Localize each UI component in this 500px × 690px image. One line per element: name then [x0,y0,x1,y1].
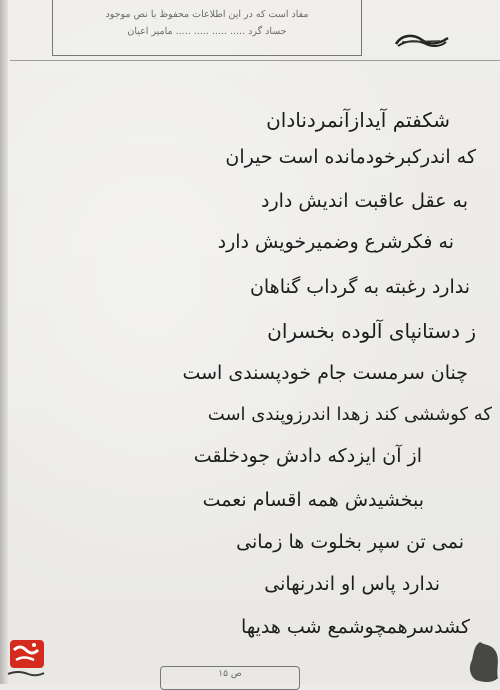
poem-line-12: ندارد پاس او اندرنهانی [264,573,440,595]
poem-line-9: از آن ایزدکه دادش جودخلقت [193,445,422,467]
poem-line-11: نمی تن سپر بخلوت ها زمانی [236,531,464,553]
signature-scribble-icon [392,28,452,52]
page-edge-shadow [0,0,8,684]
poem-line-2: که اندرکبرخودمانده است حیران [225,146,476,168]
footer-page-box [160,666,300,690]
poem-line-6: ز دستانپای آلوده بخسران [267,319,476,343]
poem-line-3: به عقل عاقبت اندیش دارد [261,190,468,212]
header-stamp [52,0,362,56]
header-divider-line [10,60,500,61]
header-stamp-line-2: حساد گرد ..... ..... ..... ..... مامیر اعیان [127,26,287,37]
poem-line-8: که کوششی کند زهدا اندرزوپندی است [207,404,492,425]
footer-page-number: ص ۱۵ [218,669,242,679]
poem-line-1: شکفتم آیدازآنمردنادان [266,108,450,132]
poem-line-4: نه فکرشرع وضمیرخویش دارد [217,231,454,253]
poem-line-10: ببخشیدش همه اقسام نعمت [202,489,424,511]
poem-line-7: چنان سرمست جام خودپسندی است [182,362,468,384]
poem-line-5: ندارد رغبته به گرداب گناهان [249,276,470,298]
poem-line-13: کشدسرهمچوشمع شب هدیها [241,616,470,638]
header-stamp-line-1: مفاد است که در این اطلاعات محفوظ با نص موجود [105,9,309,20]
navid-shahed-logo-icon [4,636,48,682]
ink-blot-icon [466,640,500,684]
